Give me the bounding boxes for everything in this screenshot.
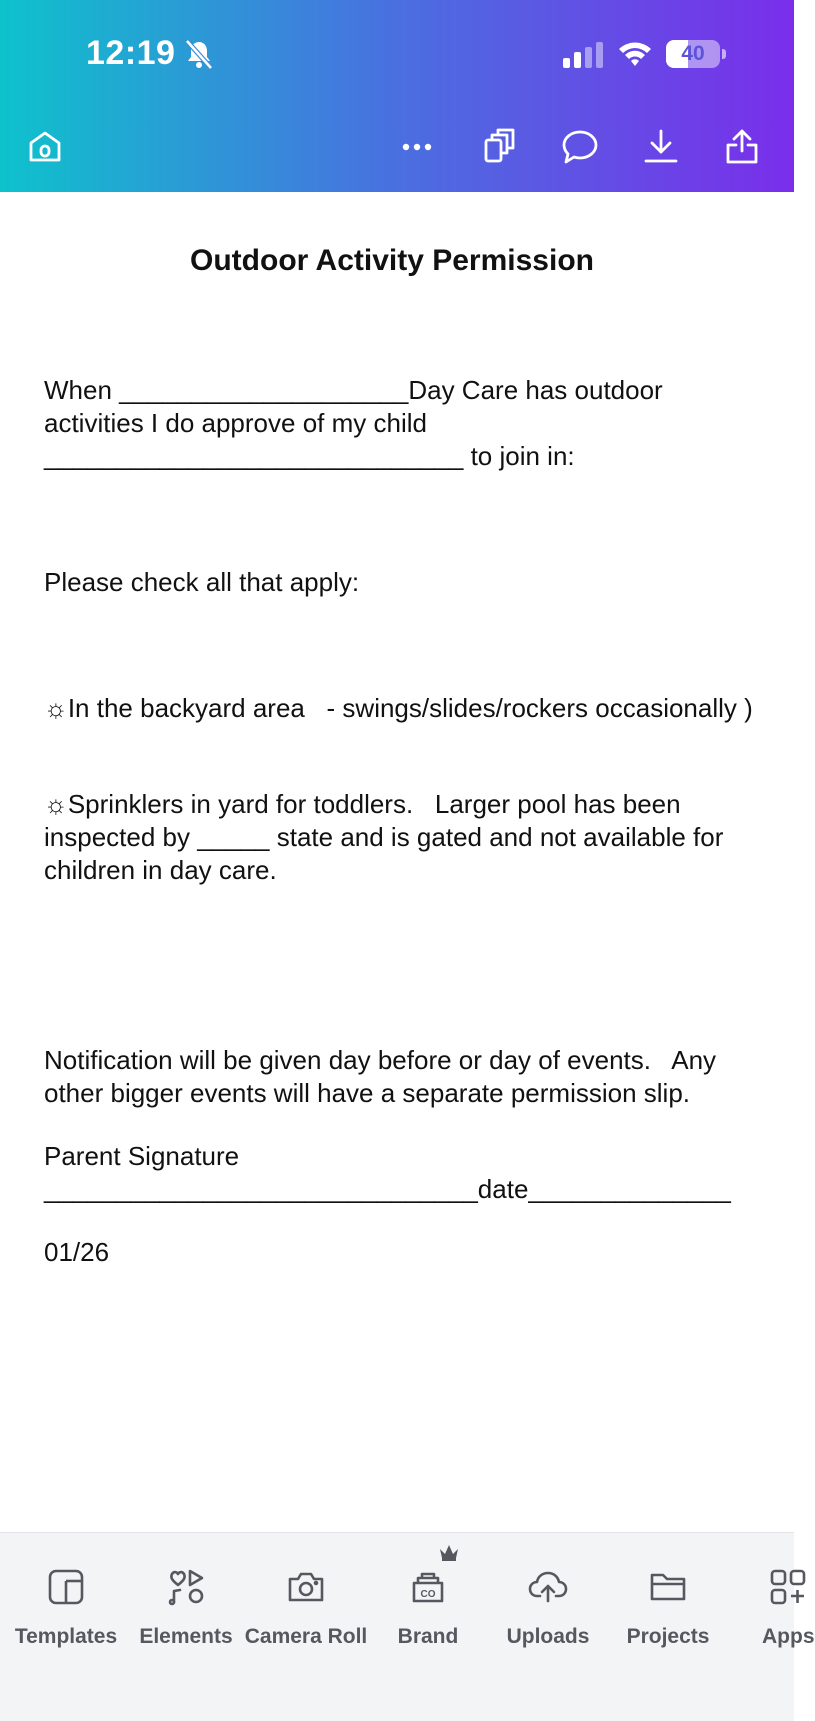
nav-label-elements: Elements <box>139 1625 233 1648</box>
nav-label-templates: Templates <box>14 1625 118 1648</box>
nav-label-camera-roll: Camera Roll <box>244 1625 368 1648</box>
wifi-icon <box>617 38 653 68</box>
paragraph-date-code: 01/26 <box>44 1237 110 1267</box>
nav-apps[interactable] <box>722 1561 815 1671</box>
nav-camera-roll[interactable] <box>240 1561 372 1671</box>
paragraph-backyard: ☼In the backyard area - swings/slides/rockers occasionally ) <box>44 693 753 723</box>
templates-icon <box>44 1565 88 1609</box>
cellular-signal-icon <box>563 42 605 68</box>
document-canvas[interactable] <box>0 192 794 1532</box>
download-button[interactable] <box>638 124 684 170</box>
nav-label-apps: Apps <box>762 1625 815 1648</box>
silent-mode-icon <box>184 38 214 70</box>
nav-label-uploads: Uploads <box>506 1625 590 1648</box>
camera-icon <box>284 1565 328 1609</box>
status-bar <box>0 0 794 110</box>
bottom-nav <box>0 1532 815 1721</box>
nav-templates[interactable] <box>0 1561 132 1671</box>
paragraph-check-all: Please check all that apply: <box>44 567 360 597</box>
more-options-button[interactable] <box>394 124 440 170</box>
status-time: 12:19 <box>86 34 176 72</box>
nav-elements[interactable] <box>120 1561 252 1671</box>
nav-uploads[interactable] <box>482 1561 614 1671</box>
nav-label-brand: Brand <box>397 1625 459 1648</box>
share-icon <box>722 127 762 167</box>
brand-icon <box>406 1565 450 1609</box>
top-header <box>0 0 794 192</box>
folder-icon <box>646 1565 690 1609</box>
paragraph-approval: When ____________________Day Care has outdoor activities I do approve of my child _____________________________ to join in: <box>44 375 670 471</box>
paragraph-sprinklers: ☼Sprinklers in yard for toddlers. Larger pool has been inspected by _____ state and is gated and not available for children in day care. <box>44 789 731 885</box>
document-title: Outdoor Activity Permission <box>190 244 594 277</box>
battery-level: 40 <box>681 42 705 65</box>
share-button[interactable] <box>719 124 765 170</box>
apps-icon <box>766 1565 810 1609</box>
comment-button[interactable] <box>557 124 603 170</box>
comment-icon <box>560 127 600 167</box>
home-icon <box>25 127 65 167</box>
nav-projects[interactable] <box>602 1561 734 1671</box>
battery-indicator <box>666 40 726 68</box>
crown-icon <box>438 1543 460 1561</box>
download-icon <box>641 127 681 167</box>
nav-brand[interactable] <box>362 1561 494 1671</box>
copy-pages-icon <box>479 127 519 167</box>
more-icon <box>397 127 437 167</box>
svg-text:CO: CO <box>420 1589 436 1600</box>
pages-button[interactable] <box>476 124 522 170</box>
paragraph-notification: Notification will be given day before or day of events. Any other bigger events will have a separate permission slip. <box>44 1045 724 1108</box>
home-button[interactable] <box>22 124 68 170</box>
upload-cloud-icon <box>526 1565 570 1609</box>
paragraph-signature: Parent Signature ______________________________date______________ <box>44 1141 731 1204</box>
elements-icon <box>164 1565 208 1609</box>
nav-label-projects: Projects <box>626 1625 710 1648</box>
